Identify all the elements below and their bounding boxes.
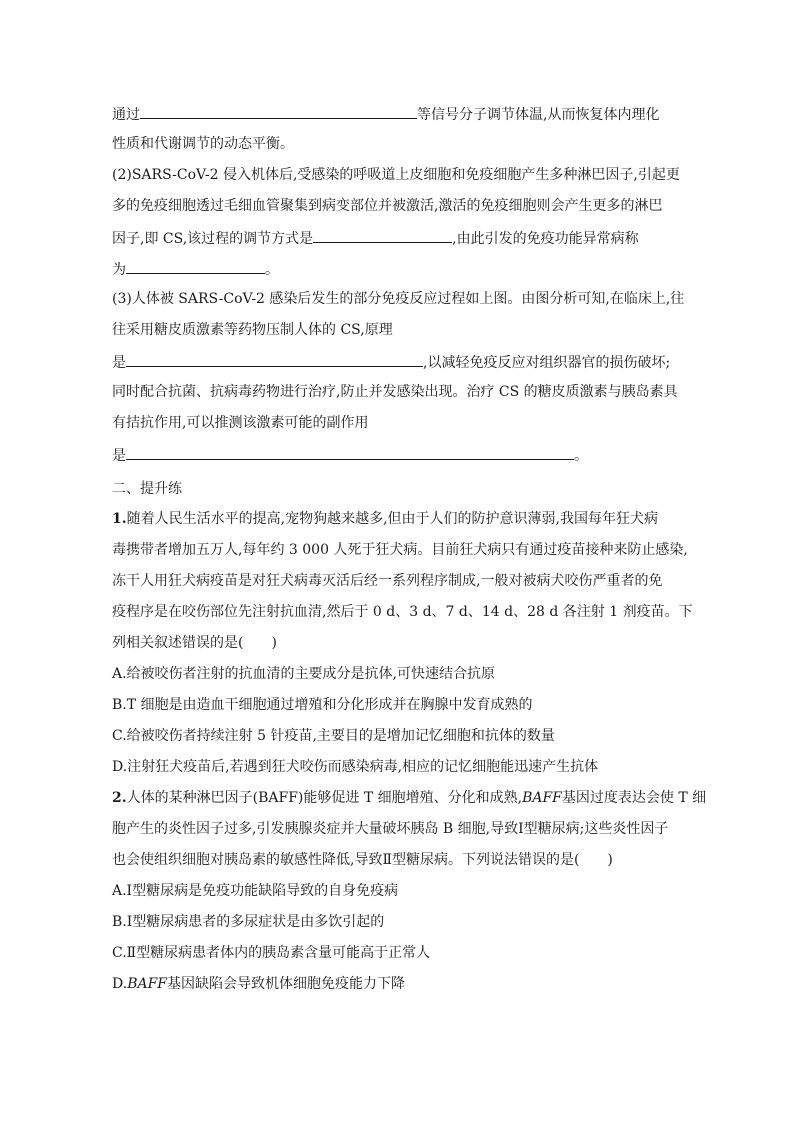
answer-blank[interactable] bbox=[126, 351, 423, 367]
gene-name: BAFF bbox=[522, 790, 562, 806]
q2-part-line2: 多的免疫细胞透过毛细血管聚集到病变部位并被激活,激活的免疫细胞则会产生更多的淋巴 bbox=[112, 198, 663, 214]
text: 等信号分子调节体温,从而恢复体内理化 bbox=[417, 107, 660, 123]
question1-option-a[interactable]: A.给被咬伤者注射的抗血清的主要成分是抗体,可快速结合抗原 bbox=[112, 666, 496, 682]
text: 随着人民生活水平的提高,宠物狗越来越多,但由于人们的防护意识薄弱,我国每年狂犬病 bbox=[126, 511, 658, 527]
question1-line5: 列相关叙述错误的是( ) bbox=[112, 635, 277, 651]
question2-line1 bbox=[112, 788, 706, 808]
question2-option-b[interactable]: B.Ⅰ型糖尿病患者的多尿症状是由多饮引起的 bbox=[112, 914, 385, 930]
q3-part-line5: 有拮抗作用,可以推测该激素可能的副作用 bbox=[112, 415, 369, 431]
question2-line2: 胞产生的炎性因子过多,引发胰腺炎症并大量破坏胰岛 B 细胞,导致Ⅰ型糖尿病;这些炎性因子 bbox=[112, 821, 669, 837]
gene-name: BAFF bbox=[127, 976, 168, 992]
text: ,由此引发的免疫功能异常病称 bbox=[452, 231, 639, 247]
question-number: 1. bbox=[112, 511, 127, 527]
q3-part-line6 bbox=[112, 444, 588, 466]
q1-cont-line2: 性质和代谢调节的动态平衡。 bbox=[112, 136, 294, 152]
answer-blank[interactable] bbox=[126, 258, 265, 274]
question1-option-d[interactable]: D.注射狂犬疫苗后,若遇到狂犬咬伤而感染病毒,相应的记忆细胞能迅速产生抗体 bbox=[112, 759, 599, 775]
text: 。 bbox=[574, 448, 588, 464]
q2-part-line4 bbox=[112, 258, 279, 280]
q3-part-line2: 往采用糖皮质激素等药物压制人体的 CS,原理 bbox=[112, 322, 393, 338]
text: 基因过度表达会使 T 细 bbox=[561, 790, 707, 806]
answer-blank[interactable] bbox=[313, 227, 452, 243]
question2-option-d[interactable] bbox=[112, 974, 405, 994]
text: 因子,即 CS,该过程的调节方式是 bbox=[112, 231, 314, 247]
question-number: 2. bbox=[112, 790, 127, 806]
text: 是 bbox=[112, 448, 126, 464]
text: 人体的某种淋巴因子(BAFF)能够促进 T 细胞增殖、分化和成熟, bbox=[126, 790, 523, 806]
text: D. bbox=[112, 976, 128, 992]
text: 基因缺陷会导致机体细胞免疫能力下降 bbox=[167, 976, 406, 992]
answer-blank[interactable] bbox=[140, 103, 417, 119]
q3-part-line4: 同时配合抗菌、抗病毒药物进行治疗,防止并发感染出现。治疗 CS 的糖皮质激素与胰岛素具 bbox=[112, 384, 678, 400]
question1-line1 bbox=[112, 509, 658, 529]
q2-part-line1: (2)SARS-CoV-2 侵入机体后,受感染的呼吸道上皮细胞和免疫细胞产生多种淋巴因子,引起更 bbox=[112, 167, 680, 183]
question1-line2: 毒携带者增加五万人,每年约 3 000 人死于狂犬病。目前狂犬病只有通过疫苗接种来防止感染, bbox=[112, 542, 688, 558]
question1-line3: 冻干人用狂犬病疫苗是对狂犬病毒灭活后经一系列程序制成,一般对被病犬咬伤严重者的免 bbox=[112, 573, 663, 589]
text: 是 bbox=[112, 355, 126, 371]
q3-part-line1: (3)人体被 SARS-CoV-2 感染后发生的部分免疫反应过程如上图。由图分析可知,在临床上,往 bbox=[112, 291, 685, 307]
question2-option-a[interactable]: A.Ⅰ型糖尿病是免疫功能缺陷导致的自身免疫病 bbox=[112, 883, 399, 899]
question2-line3: 也会使组织细胞对胰岛素的敏感性降低,导致Ⅱ型糖尿病。下列说法错误的是( ) bbox=[112, 852, 613, 868]
answer-blank[interactable] bbox=[126, 444, 574, 460]
text: 。 bbox=[265, 262, 279, 278]
q3-part-line3 bbox=[112, 351, 670, 373]
question2-option-c[interactable]: C.Ⅱ型糖尿病患者体内的胰岛素含量可能高于正常人 bbox=[112, 945, 431, 961]
question1-line4: 疫程序是在咬伤部位先注射抗血清,然后于 0 d、3 d、7 d、14 d、28 d 各注射 1 剂疫苗。下 bbox=[112, 604, 693, 620]
text: ,以减轻免疫反应对组织器官的损伤破坏; bbox=[423, 355, 671, 371]
q2-part-line3 bbox=[112, 227, 639, 249]
q1-cont-line1 bbox=[112, 103, 659, 125]
question1-option-b[interactable]: B.T 细胞是由造血干细胞通过增殖和分化形成并在胸腺中发育成熟的 bbox=[112, 697, 533, 713]
text: 为 bbox=[112, 262, 126, 278]
question1-option-c[interactable]: C.给被咬伤者持续注射 5 针疫苗,主要目的是增加记忆细胞和抗体的数量 bbox=[112, 728, 555, 744]
section-heading: 二、提升练 bbox=[112, 481, 182, 497]
text: 通过 bbox=[112, 107, 140, 123]
